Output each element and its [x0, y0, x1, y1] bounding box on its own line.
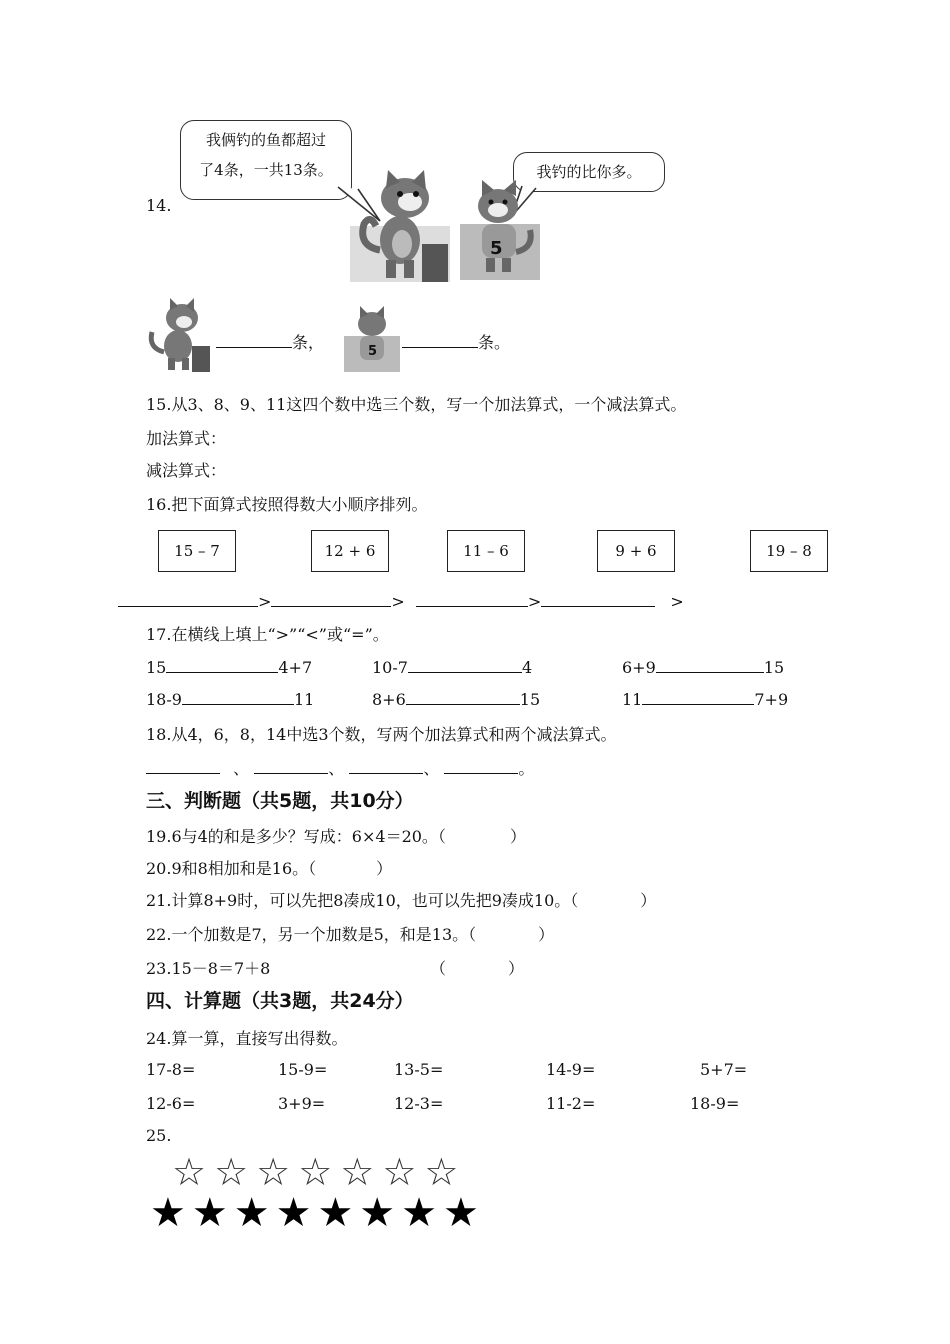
q17-r2-c2: 8+6 15 [372, 690, 541, 709]
expression-box-4: 9 + 6 [597, 530, 675, 572]
q18-text: 18.从4，6，8，14中选3个数，写两个加法算式和两个减法算式。 [146, 725, 617, 744]
q23: 23.15－8＝7＋8 [146, 959, 271, 978]
q18-answer-line: 、 、 、 。 [146, 756, 534, 779]
calc-8: 12-3= [394, 1094, 444, 1113]
q15-sub-label: 减法算式： [146, 461, 227, 480]
q16-order-line: > > > > [118, 590, 684, 611]
q18-blank-4[interactable] [444, 757, 518, 774]
bubble-left-line2: 了4条，一共13条。 [199, 161, 333, 179]
section-3-title: 三、判断题（共5题，共10分） [146, 790, 414, 812]
q18-blank-1[interactable] [146, 757, 220, 774]
cat-left-illustration [350, 170, 450, 282]
bubble-right-text: 我钓的比你多。 [536, 163, 642, 181]
q17-r2-c1: 18-9 11 [146, 690, 315, 709]
q17-r1-c1: 15 4+7 [146, 658, 313, 677]
q16-text: 16.把下面算式按照得数大小顺序排列。 [146, 495, 428, 514]
q17-r1-c3: 6+9 15 [622, 658, 785, 677]
q15-add-label: 加法算式： [146, 429, 227, 448]
q17-blank-2[interactable] [408, 656, 522, 673]
q17-blank-3[interactable] [656, 656, 764, 673]
q17-blank-4[interactable] [182, 688, 294, 705]
cat-shirt-number: 5 [490, 238, 503, 259]
q17-r2-c3: 11 7+9 [622, 690, 789, 709]
q21: 21.计算8+9时，可以先把8凑成10，也可以先把9凑成10。（ ） [146, 891, 657, 910]
speech-bubble-left [180, 120, 352, 200]
q17-blank-6[interactable] [642, 688, 754, 705]
calc-2: 15-9= [278, 1060, 328, 1079]
white-stars-row: ☆☆☆☆☆☆☆ [172, 1150, 467, 1194]
calc-10: 18-9= [690, 1094, 740, 1113]
calc-5: 5+7= [700, 1060, 748, 1079]
expression-box-2: 12 + 6 [311, 530, 389, 572]
q18-blank-3[interactable] [349, 757, 423, 774]
section-4-title: 四、计算题（共3题，共24分） [146, 990, 414, 1012]
expression-box-1: 15 – 7 [158, 530, 236, 572]
q14-blank-1[interactable] [216, 331, 292, 348]
q17-blank-1[interactable] [166, 656, 278, 673]
calc-1: 17-8= [146, 1060, 196, 1079]
q25-number: 25. [146, 1126, 172, 1145]
expression-box-3: 11 – 6 [447, 530, 525, 572]
q14-blank-2[interactable] [402, 331, 478, 348]
bubble-left-line1: 我俩钓的鱼都超过 [205, 131, 326, 149]
q22: 22.一个加数是7，另一个加数是5，和是13。（ ） [146, 925, 555, 944]
q20: 20.9和8相加和是16。（ ） [146, 859, 393, 878]
order-blank-2[interactable] [271, 590, 391, 607]
q19: 19.6与4的和是多少？写成：6×4＝20。（ ） [146, 827, 526, 846]
order-blank-3[interactable] [416, 590, 528, 607]
q17-text: 17.在横线上填上“>”“<”或“=”。 [146, 625, 389, 644]
calc-7: 3+9= [278, 1094, 326, 1113]
calc-9: 11-2= [546, 1094, 596, 1113]
q14-answer-1: 条， [216, 330, 324, 353]
q17-r1-c2: 10-7 4 [372, 658, 533, 677]
cat-left-small-icon [146, 298, 212, 372]
order-blank-4[interactable] [541, 590, 655, 607]
calc-3: 13-5= [394, 1060, 444, 1079]
small-cat-number: 5 [368, 344, 378, 359]
q15-text: 15.从3、8、9、11这四个数中选三个数，写一个加法算式，一个减法算式。 [146, 395, 687, 414]
cat-right-small-icon [344, 306, 400, 372]
q23-paren[interactable]: （ ） [430, 959, 525, 978]
cat-right-illustration [460, 180, 540, 280]
q14-answer-2: 条。 [402, 330, 510, 353]
order-blank-1[interactable] [118, 590, 258, 607]
calc-6: 12-6= [146, 1094, 196, 1113]
q24-text: 24.算一算，直接写出得数。 [146, 1029, 348, 1048]
q18-blank-2[interactable] [254, 757, 328, 774]
black-stars-row: ★★★★★★★★ [150, 1190, 485, 1236]
q14-number: 14. [146, 196, 172, 215]
calc-4: 14-9= [546, 1060, 596, 1079]
expression-box-5: 19 – 8 [750, 530, 828, 572]
q17-blank-5[interactable] [406, 688, 520, 705]
